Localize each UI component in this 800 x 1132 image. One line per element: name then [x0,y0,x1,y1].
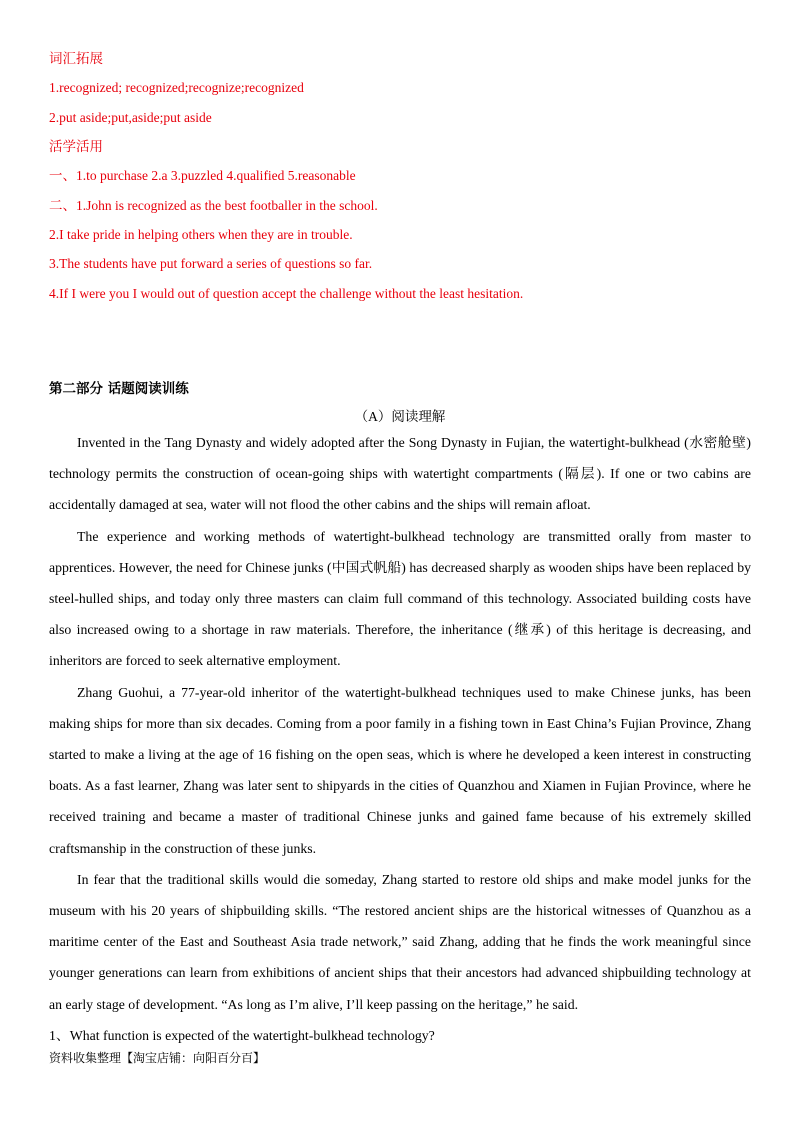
vocab-answer-1: 1.recognized; recognized;recognize;recognized [49,80,304,95]
question-1: 1、What function is expected of the watertight-bulkhead technology? [49,1028,435,1043]
section-heading: 第二部分 话题阅读训练 [49,381,189,397]
part2-answer-3: 3.The students have put forward a series of questions so far. [49,256,373,271]
part2-answer-2: 2.I take pride in helping others when they are in trouble. [49,227,353,242]
part1-answers: 一、1.to purchase 2.a 3.puzzled 4.qualified 5.reasonable [49,168,356,183]
section-subtitle: （A）阅读理解 [354,409,446,424]
passage-paragraph: In fear that the traditional skills would die someday, Zhang started to restore old ships and make model junks for the museum with his 20 years of shipbuilding skills. “The restored ancient ships are the historical witnesses of Quanzhou as a maritime center of the East and Southeast Asia trade network,” said Zhang, adding that he finds the work meaningful since younger generations can learn from exhibitions of ancient ships that their ancestors had advanced shipbuilding technology at an early stage of development. “As long as I’m alive, I’ll keep passing on the heritage,” he said. [49,871,751,1012]
passage-paragraph: Zhang Guohui, a 77-year-old inheritor of the watertight-bulkhead techniques used to make Chinese junks, has been making ships for more than six decades. Coming from a poor family in a fishing town in East China’s Fujian Province, Zhang started to make a living at the age of 16 fishing on the open seas, which is where he developed a keen interest in constructing boats. As a fast learner, Zhang was later sent to shipyards in the cities of Quanzhou and Xiamen in Fujian Province, where he received training and became a master of traditional Chinese junks and gained fame because of his extremely skilled craftsmanship in the construction of these junks. [49,684,751,856]
practice-heading: 活学活用 [49,139,103,154]
part2-answer-1: 二、1.John is recognized as the best footballer in the school. [49,198,378,213]
passage-paragraph: Invented in the Tang Dynasty and widely adopted after the Song Dynasty in Fujian, the watertight-bulkhead (水密舱壁) technology permits the construction of ocean-going ships with watertight compartments (隔层). If one or two cabins are accidentally damaged at sea, water will not flood the other cabins and the ships will remain afloat. [49,435,751,513]
vocab-heading: 词汇拓展 [49,51,103,66]
footer-source: 资料收集整理【淘宝店铺：向阳百分百】 [49,1051,266,1065]
vocab-answer-2: 2.put aside;put,aside;put aside [49,110,212,125]
part2-answer-4: 4.If I were you I would out of question accept the challenge without the least hesitation. [49,286,524,301]
passage-paragraph: The experience and working methods of watertight-bulkhead technology are transmitted orally from master to apprentices. However, the need for Chinese junks (中国式帆船) has decreased sharply as wooden ships have been replaced by steel-hulled ships, and today only three masters can claim full command of this technology. Associated building costs have also increased owing to a shortage in raw materials. Therefore, the inheritance (继承) of this heritage is decreasing, and inheritors are forced to seek alternative employment. [49,528,751,669]
reading-passage [49,427,751,1020]
